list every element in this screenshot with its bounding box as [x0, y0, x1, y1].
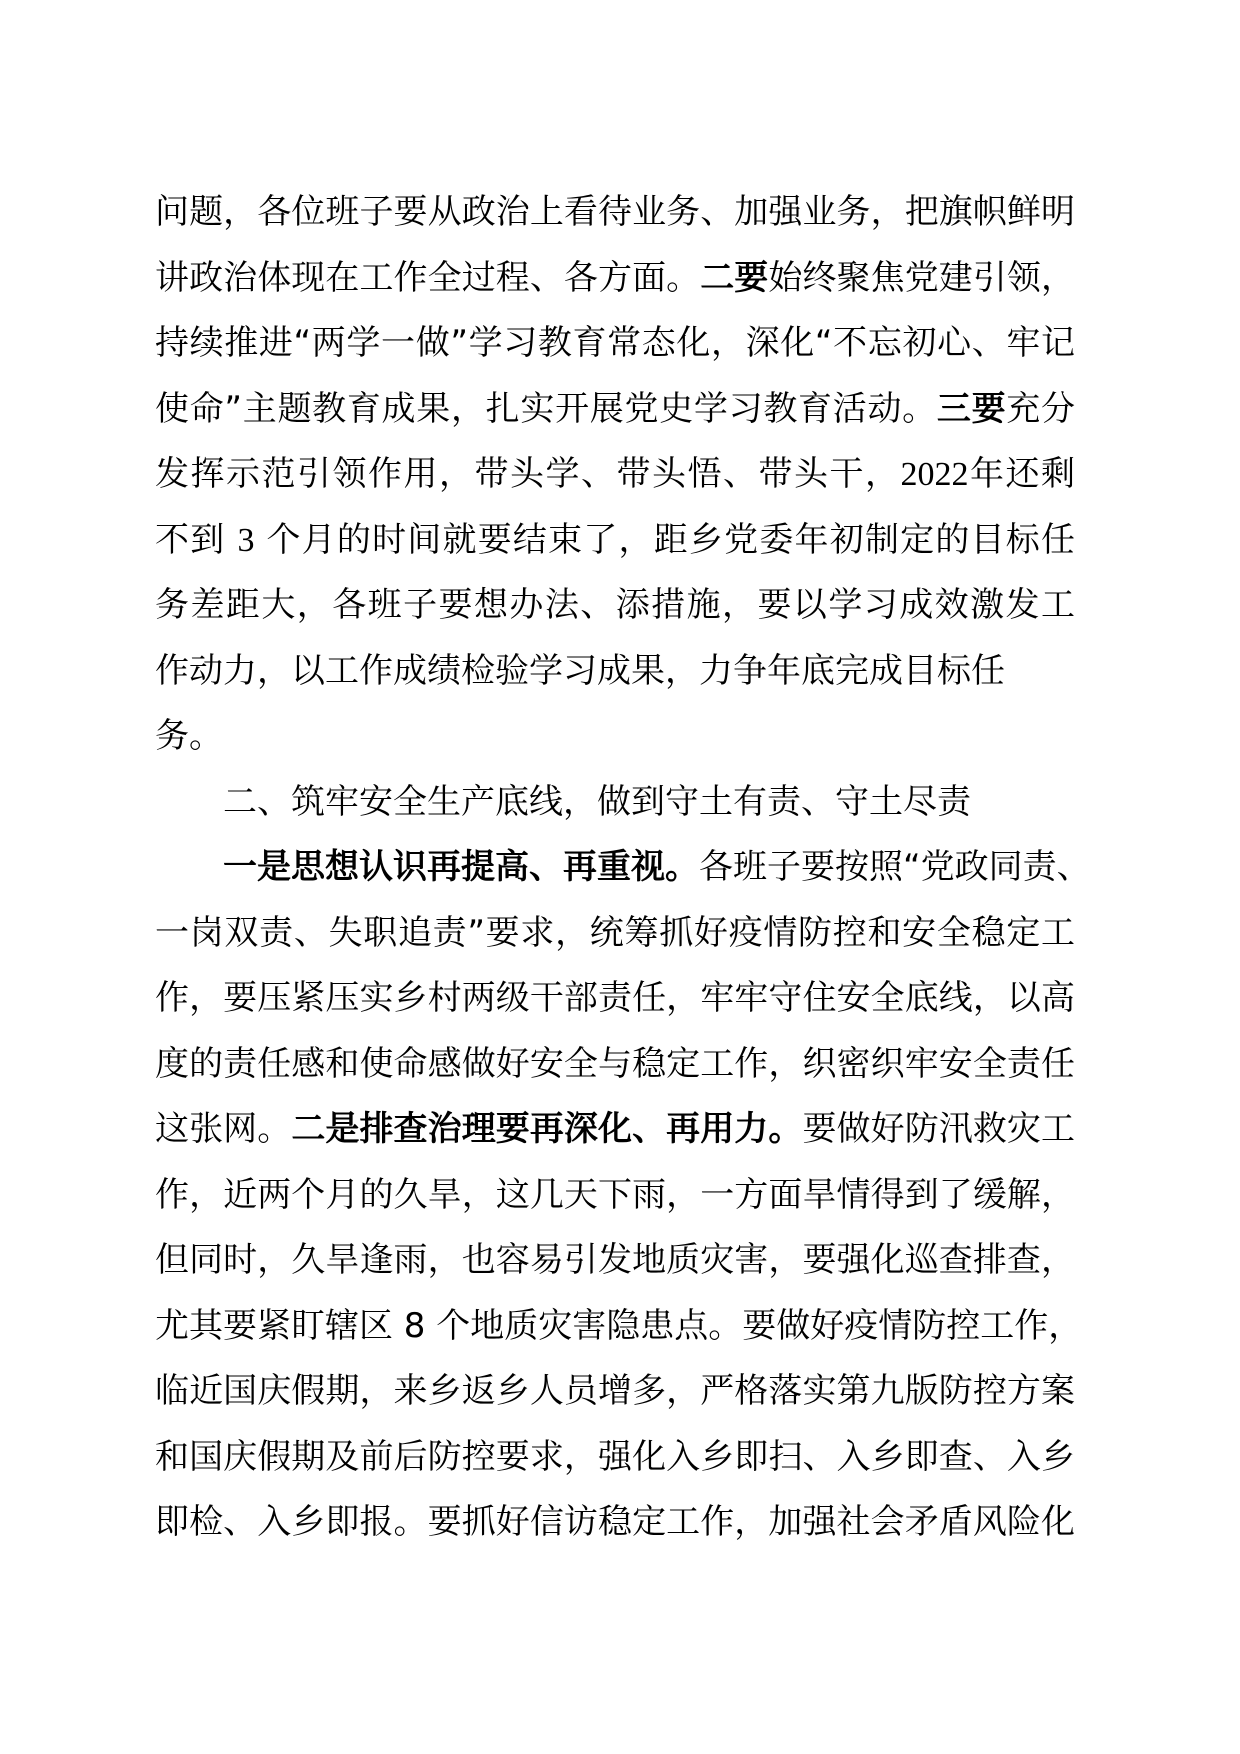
- bold-lead-in: 二要: [700, 257, 769, 298]
- month-number: 3: [237, 521, 255, 559]
- paragraph-1-line-2: [155, 246, 1075, 312]
- paragraph-1-line-6: [155, 508, 1075, 574]
- paragraph-2-line-3: 作，要压紧压实乡村两级干部责任，牢牢守住安全底线，以高: [155, 978, 1075, 1018]
- bold-lead-in: 二是排查治理要再深化、再用力。: [291, 1109, 803, 1149]
- text-run: 讲政治体现在工作全过程、各方面。: [155, 257, 701, 298]
- year-number: 2022: [900, 456, 969, 493]
- bold-lead-in: 三要: [936, 388, 1007, 429]
- paragraph-2-line-4: 度的责任感和使命感做好安全与稳定工作，织密织牢安全责任: [155, 1043, 1075, 1084]
- paragraph-1-line-5: [155, 442, 1075, 508]
- paragraph-2-line-1: [155, 835, 1091, 901]
- paragraph-1-line-3: 持续推进“两学一做”学习教育常态化，深化“不忘初心、牢记: [155, 323, 1075, 363]
- text-run: 不到: [155, 519, 226, 560]
- bold-lead-in: 一是思想认识再提高、再重视。: [223, 847, 699, 887]
- paragraph-2-line-5: [155, 1097, 1075, 1163]
- paragraph-1-line-1: 问题，各位班子要从政治上看待业务、加强业务，把旗帜鲜明: [155, 192, 1075, 232]
- paragraph-1-line-7: 务差距大，各班子要想办法、添措施，要以学习成效激发工: [155, 585, 1075, 625]
- paragraph-2-line-10: 和国庆假期及前后防控要求，强化入乡即扫、入乡即查、入乡: [155, 1436, 1075, 1477]
- paragraph-2-line-8: 尤其要紧盯辖区 8 个地质灾害隐患点。要做好疫情防控工作，: [155, 1305, 1083, 1346]
- text-run: 个月的时间就要结束了，距乡党委年初制定的目标任: [266, 519, 1075, 560]
- paragraph-1-line-9: 务。: [155, 716, 223, 756]
- text-run: 各班子要按照“党政同责、: [699, 847, 1091, 887]
- paragraph-2-line-7: 但同时，久旱逢雨，也容易引发地质灾害，要强化巡查排查，: [155, 1240, 1075, 1280]
- text-run: 发挥示范引领作用，带头学、带头悟、带头干，: [155, 454, 901, 494]
- paragraph-1-line-4: [155, 377, 1075, 443]
- text-run: 充分: [1006, 388, 1076, 429]
- text-run: 使命”主题教育成果，扎实开展党史学习教育活动。: [155, 388, 937, 429]
- section-heading: 二、筑牢安全生产底线，做到守土有责、守土尽责: [223, 781, 971, 822]
- paragraph-2-line-6: 作，近两个月的久旱，这几天下雨，一方面旱情得到了缓解，: [155, 1174, 1075, 1215]
- text-run: 要做好防汛救灾工: [802, 1109, 1076, 1149]
- paragraph-2-line-9: 临近国庆假期，来乡返乡人员增多，严格落实第九版防控方案: [155, 1371, 1075, 1411]
- text-run: 这张网。: [155, 1109, 292, 1149]
- document-body: [155, 180, 1091, 1556]
- text-run: 年还剩: [968, 454, 1075, 494]
- text-run: 始终聚焦党建引领，: [768, 257, 1076, 298]
- paragraph-2-line-2: 一岗双责、失职追责”要求，统筹抓好疫情防控和安全稳定工: [155, 912, 1075, 953]
- paragraph-1-line-8: 作动力，以工作成绩检验学习成果，力争年底完成目标任: [155, 650, 1005, 691]
- paragraph-2-line-11: 即检、入乡即报。要抓好信访稳定工作，加强社会矛盾风险化: [155, 1502, 1075, 1542]
